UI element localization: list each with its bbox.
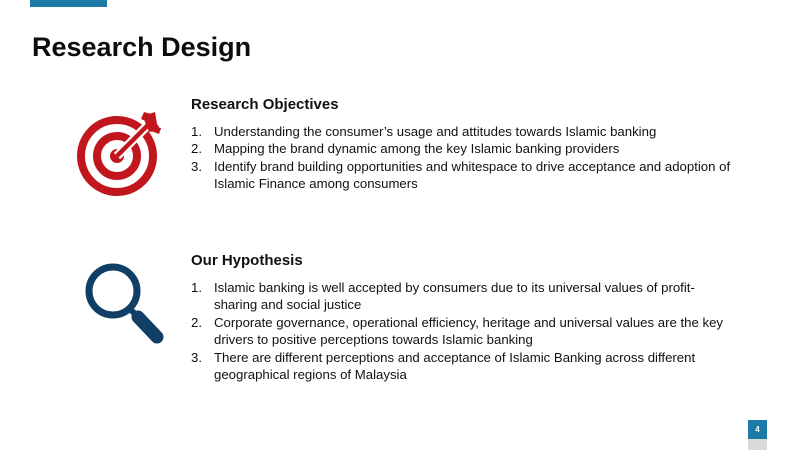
list-number: 2. — [191, 141, 202, 157]
objectives-list — [191, 123, 731, 193]
list-text: Corporate governance, operational efficiency, heritage and universal values are the key drivers to positive perceptions towards Islamic banking — [214, 314, 724, 348]
list-item — [191, 314, 731, 349]
list-item — [191, 140, 731, 157]
research-objectives-section — [191, 96, 731, 193]
top-accent-bar — [30, 0, 107, 7]
list-text: Understanding the consumer’s usage and attitudes towards Islamic banking — [214, 124, 657, 139]
list-item — [191, 158, 731, 193]
list-number: 2. — [191, 314, 202, 330]
hypothesis-heading: Our Hypothesis — [191, 252, 303, 269]
list-item — [191, 123, 731, 140]
page-number-base — [748, 439, 767, 450]
list-number: 3. — [191, 349, 202, 365]
target-icon — [75, 110, 165, 200]
list-number: 1. — [191, 280, 202, 295]
page-number: 4 — [748, 420, 767, 439]
list-item — [191, 279, 731, 314]
list-number: 1. — [191, 124, 202, 139]
list-item — [191, 349, 731, 384]
list-text: Identify brand building opportunities and whitespace to drive acceptance and adoption of Islamic Finance among consumers — [214, 158, 731, 192]
list-text: Islamic banking is well accepted by consumers due to its universal values of profit-sharing and social justice — [214, 280, 695, 313]
hypothesis-section — [191, 252, 731, 383]
magnifier-icon — [80, 263, 170, 353]
list-text: Mapping the brand dynamic among the key Islamic banking providers — [214, 141, 620, 157]
list-text: There are different perceptions and acceptance of Islamic Banking across different geographical regions of Malaysia — [214, 349, 696, 383]
research-objectives-heading: Research Objectives — [191, 96, 339, 113]
hypothesis-list — [191, 279, 731, 383]
list-number: 3. — [191, 158, 202, 174]
page-title: Research Design — [32, 32, 252, 62]
